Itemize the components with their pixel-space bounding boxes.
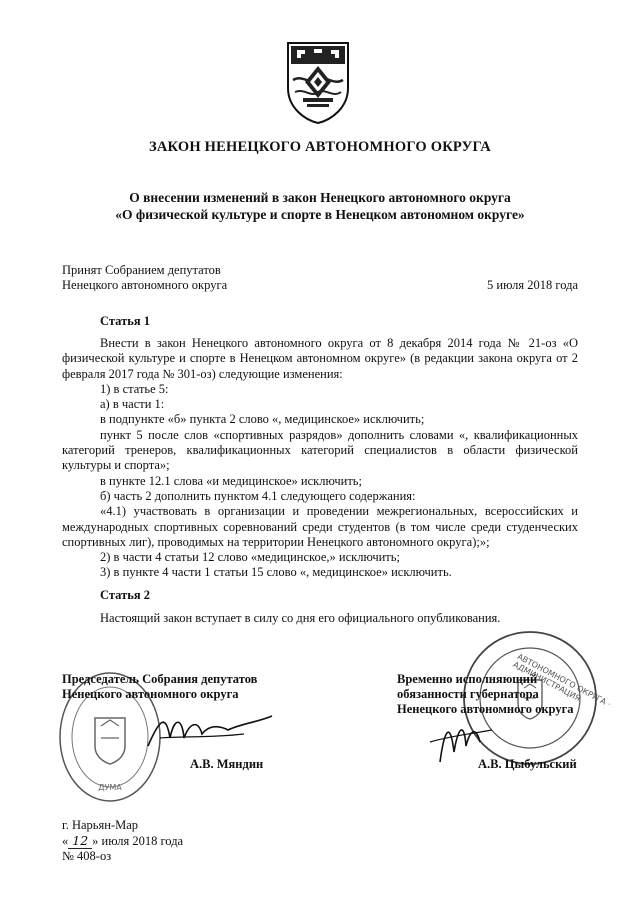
left-signatory-line2: Ненецкого автономного округа xyxy=(62,687,239,701)
article1-paragraph: а) в части 1: xyxy=(100,397,165,412)
svg-text:ДУМА: ДУМА xyxy=(98,783,122,792)
left-signatory-title xyxy=(62,672,257,702)
article1-paragraph: 1) в статье 5: xyxy=(100,381,169,396)
article1-paragraph: 3) в пункте 4 части 1 статьи 15 слово «, медицинское» исключить. xyxy=(100,565,452,580)
right-signatory-line1: Временно исполняющий xyxy=(397,672,538,686)
footer-number: № 408-оз xyxy=(62,849,112,863)
right-signatory-name: А.В. Цыбульский xyxy=(478,757,577,771)
right-signatory-line2: обязанности губернатора xyxy=(397,687,539,701)
document-subtitle-line1: О внесении изменений в закон Ненецкого автономного округа xyxy=(129,190,511,205)
right-signatory-title xyxy=(397,672,574,717)
article1-paragraph: пункт 5 после слов «спортивных разрядов» дополнить словами «, квалификационных категорий тренеров, квалификационных категорий специалистов в области физической культуры и спорта»; xyxy=(62,427,578,473)
footer-date-prefix: « xyxy=(62,834,69,848)
footer-date-suffix: » июля 2018 года xyxy=(92,834,184,848)
document-title: ЗАКОН НЕНЕЦКОГО АВТОНОМНОГО ОКРУГА xyxy=(149,139,491,155)
article1-paragraph: «4.1) участвовать в организации и проведении межрегиональных, всероссийских и международных спортивных соревнований среди студентов (в том числе среди студенческих спортивных лиг), проводимых на территории Ненецкого автономного округа);»; xyxy=(62,504,578,549)
article1-paragraph: в пункте 12.1 слова «и медицинское» исключить; xyxy=(100,473,362,488)
right-signatory-line3: Ненецкого автономного округа xyxy=(397,702,574,716)
footer-block xyxy=(62,818,183,864)
adoption-line2: Ненецкого автономного округа xyxy=(62,278,228,292)
footer-date-day: 12 xyxy=(68,833,92,849)
footer-city: г. Нарьян-Мар xyxy=(62,818,139,832)
coat-of-arms-icon xyxy=(283,40,353,125)
left-signatory-line1: Председатель Собрания депутатов xyxy=(62,672,258,686)
article1-heading: Статья 1 xyxy=(100,314,150,328)
adoption-date: 5 июля 2018 года xyxy=(487,278,578,292)
article1-paragraph: б) часть 2 дополнить пунктом 4.1 следующего содержания: xyxy=(100,488,416,503)
article1-body xyxy=(62,336,578,581)
article2-body xyxy=(62,611,578,626)
article2-heading: Статья 2 xyxy=(100,588,150,602)
article1-paragraph: 2) в части 4 статьи 12 слово «медицинское,» исключить; xyxy=(100,550,400,565)
left-signatory-name: А.В. Мяндин xyxy=(190,757,264,771)
document-subtitle-line2: «О физической культуре и спорте в Ненецком автономном округе» xyxy=(115,207,525,222)
adoption-block xyxy=(62,263,227,293)
adoption-line1: Принят Собранием депутатов xyxy=(62,263,221,277)
article2-paragraph: Настоящий закон вступает в силу со дня его официального опубликования. xyxy=(100,611,501,625)
article1-paragraph: в подпункте «б» пункта 2 слово «, медицинское» исключить; xyxy=(100,412,425,427)
left-signature-icon xyxy=(140,708,280,753)
article1-paragraph: Внести в закон Ненецкого автономного округа от 8 декабря 2014 года № 21-оз «О физической культуре и спорте в Ненецком автономном округе» (в редакции закона округа от 2 февраля 2017 года № 301-оз) следующие изменения: xyxy=(62,336,578,381)
footer-date xyxy=(62,833,183,849)
stamp-caption: АВТОНОМНОГО ОКРУГА · АДМИНИСТРАЦИЯ xyxy=(511,652,613,710)
